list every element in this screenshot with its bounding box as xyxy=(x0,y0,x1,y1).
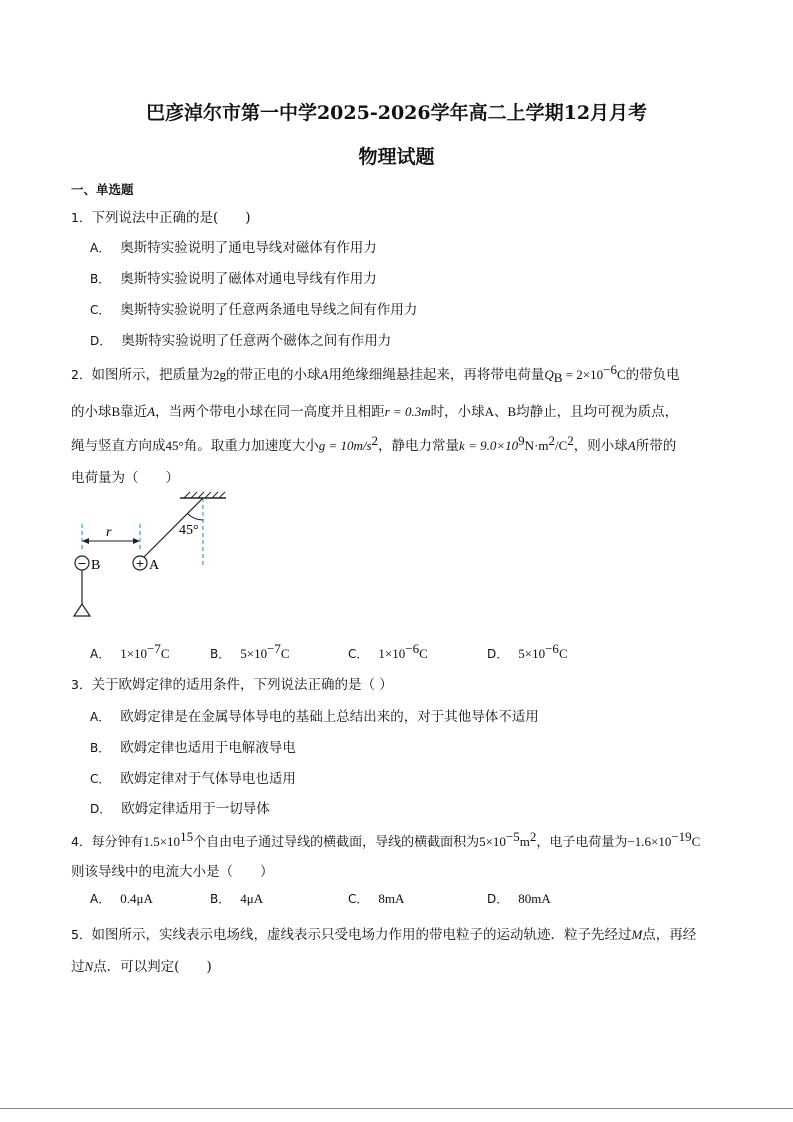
q2-option-c: C． $1\times 10^{-6}C$ xyxy=(348,641,428,661)
page-subtitle: 物理试题 xyxy=(358,146,435,168)
q1-option-c: C． 奥斯特实验说明了任意两条通电导线之间有作用力 xyxy=(90,302,418,318)
page-bottom-rule xyxy=(0,1108,793,1109)
q2-option-b: B． $5\times 10^{-7}C$ xyxy=(210,641,290,661)
q3-option-a: A． 欧姆定律是在金属导体导电的基础上总结出来的，对于其他导体不适用 xyxy=(90,709,539,725)
q4-option-c: C． 8mA xyxy=(348,891,405,906)
question-2-line-4: 电荷量为（ ） xyxy=(71,470,179,486)
page-title: 巴彦淖尔市第一中学2025-2026学年高二上学期12月月考 xyxy=(145,102,648,124)
question-2-figure xyxy=(68,488,238,620)
section-heading: 一、单选题 xyxy=(71,182,134,197)
q4-option-a: A． 0.4μA xyxy=(90,891,153,906)
q3-option-c: C． 欧姆定律对于气体导电也适用 xyxy=(90,771,296,787)
q2-option-d: D． $5\times 10^{-6}C$ xyxy=(487,641,568,661)
question-4-line-2: 则该导线中的电流大小是（ ） xyxy=(71,864,274,880)
ball-b-label: B xyxy=(91,558,101,573)
q2-option-a: A． $1\times 10^{-7}C$ xyxy=(90,641,170,661)
q3-option-d: D． 欧姆定律适用于一切导体 xyxy=(90,801,270,817)
angle-arc xyxy=(188,514,203,520)
ball-a-label: A xyxy=(149,558,160,573)
question-2-line-2: 的小球B靠近A，当两个带电小球在同一高度并且相距r = 0.3m时，小球A、B均静止，且均可视为质点， xyxy=(71,404,679,420)
q4-option-b: B． 4μA xyxy=(210,891,264,906)
question-number: 1． xyxy=(71,210,92,225)
ball-b-sign: − xyxy=(77,557,87,570)
ball-a-sign: + xyxy=(135,557,145,570)
distance-label: r xyxy=(106,525,112,540)
q1-option-b: B． 奥斯特实验说明了磁体对通电导线有作用力 xyxy=(90,271,377,287)
arrow-head-right xyxy=(133,538,140,544)
question-3-stem: 3．关于欧姆定律的适用条件，下列说法正确的是（ ） xyxy=(71,677,393,693)
arrow-head-left xyxy=(82,538,89,544)
support-base xyxy=(74,604,90,616)
question-5-line-2: 过N点．可以判定( ) xyxy=(71,959,212,975)
question-2-line-1: 2．如图所示，把质量为2g的带正电的小球A用绝缘细绳悬挂起来，再将带电荷量$Q_B = 2\times 10^{-6}C$的带负电 xyxy=(71,362,680,385)
q1-option-a: A． 奥斯特实验说明了通电导线对磁体有作用力 xyxy=(90,240,377,256)
q3-option-b: B． 欧姆定律也适用于电解液导电 xyxy=(90,740,296,756)
angle-label: 45° xyxy=(179,523,199,538)
question-5-line-1: 5．如图所示，实线表示电场线，虚线表示只受电场力作用的带电粒子的运动轨迹．粒子先经过M点，再经 xyxy=(71,927,697,943)
q1-option-d: D． 奥斯特实验说明了任意两个磁体之间有作用力 xyxy=(90,333,392,349)
question-2-line-3: 绳与竖直方向成45°角。取重力加速度大小$g = 10m/s^2$，静电力常量$k = 9.0\times 10^9N\cdot m^2/C^2$，则小球A所带的 xyxy=(71,433,677,454)
ceiling-hatch xyxy=(180,492,226,498)
q4-option-d: D． 80mA xyxy=(487,891,551,906)
question-4-line-1: 4．每分钟有$1.5\times 10^{15}$个自由电子通过导线的横截面，导线的横截面积为$5\times 10^{-5}m^2$，电子电荷量为$-1.6\times 10^{-19}C$ xyxy=(71,829,701,850)
question-1-stem: 1．下列说法中正确的是( ) xyxy=(71,210,251,226)
